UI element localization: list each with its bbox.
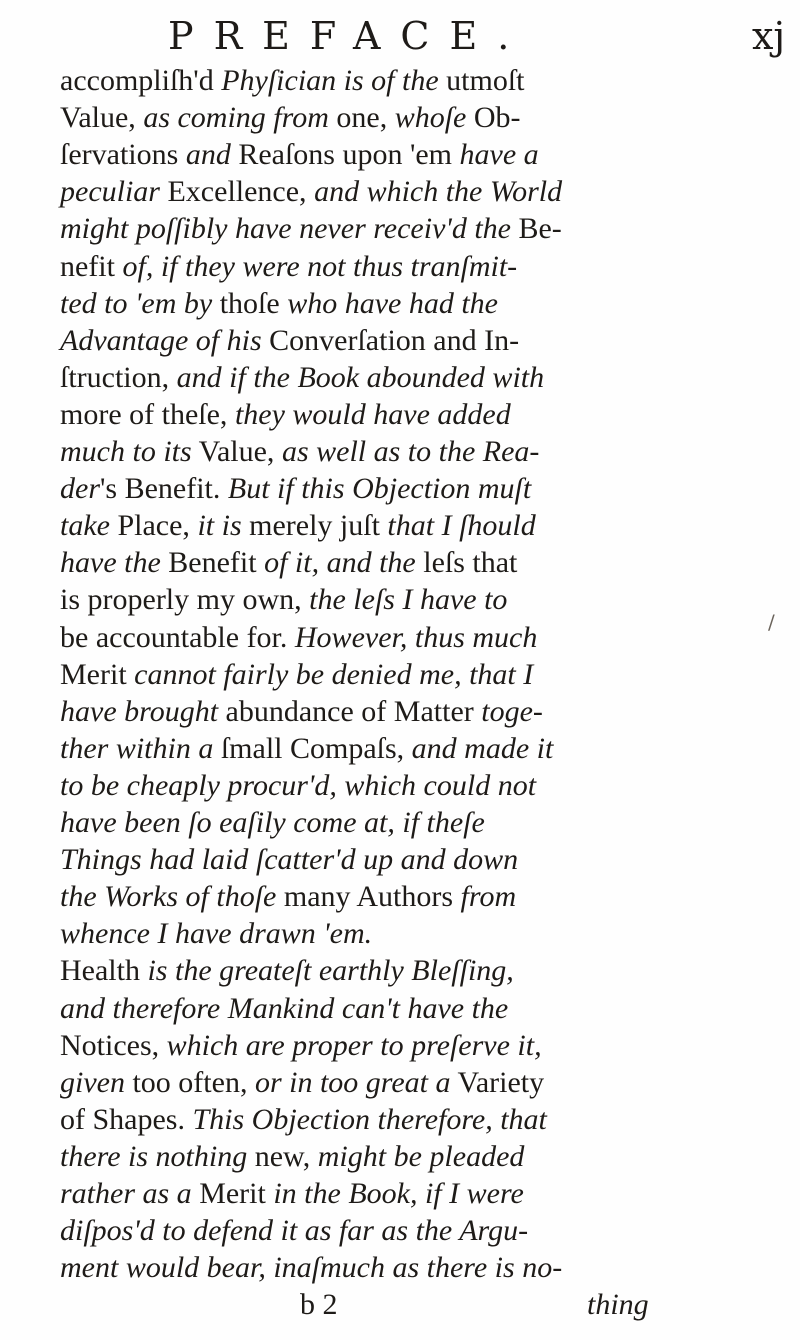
- roman-text: ſervations: [60, 138, 186, 172]
- text-line: [60, 802, 750, 844]
- italic-text: ment would bear, inaſmuch as there is no-: [60, 1251, 563, 1285]
- text-line: [60, 913, 750, 955]
- roman-text: Ob-: [466, 101, 521, 135]
- italic-text: there is nothing: [60, 1139, 248, 1173]
- italic-text: However, thus much: [294, 620, 538, 654]
- text-line: [60, 1136, 750, 1178]
- roman-text: 's Benefit.: [100, 472, 228, 506]
- roman-text: abundance of Matter: [218, 694, 482, 728]
- text-line: [60, 431, 750, 473]
- roman-text: is properly my own,: [60, 583, 310, 617]
- signature-line: [60, 1284, 750, 1326]
- text-line: [60, 357, 750, 399]
- text-line: [60, 839, 750, 881]
- italic-text: which are proper to preſerve it,: [166, 1028, 542, 1062]
- italic-text: from: [460, 880, 517, 914]
- roman-text: thoſe: [212, 286, 288, 320]
- roman-text: Excellence,: [159, 175, 315, 209]
- roman-text: Be-: [510, 212, 562, 246]
- roman-text: Merit: [60, 657, 135, 691]
- roman-text: ſtruction,: [60, 360, 177, 394]
- italic-text: der: [60, 472, 100, 506]
- text-line: [60, 60, 750, 102]
- text-line: [60, 171, 750, 213]
- roman-text: Notices,: [60, 1028, 167, 1062]
- italic-text: and made it: [411, 731, 554, 765]
- italic-text: have brought: [60, 694, 219, 728]
- italic-text: and therefore Mankind can't have the: [60, 991, 509, 1025]
- roman-text: many Authors: [276, 880, 461, 914]
- text-line: [60, 1062, 750, 1104]
- text-line: [60, 728, 750, 770]
- roman-text: more of theſe,: [60, 397, 235, 431]
- italic-text: This Objection therefore, that: [192, 1102, 547, 1136]
- italic-text: have a: [459, 138, 539, 172]
- italic-text: as coming from: [143, 101, 329, 135]
- text-line: [60, 1099, 750, 1141]
- text-line: [60, 765, 750, 807]
- italic-text: ther within a: [60, 731, 214, 765]
- italic-text: is the greateſt earthly Bleſſing,: [147, 954, 514, 988]
- text-line: [60, 505, 750, 547]
- text-line: [60, 579, 750, 621]
- roman-text: Value,: [60, 101, 144, 135]
- roman-text: utmoſt: [438, 64, 525, 97]
- text-line: [60, 246, 750, 288]
- italic-text: Phyſician is of the: [221, 64, 439, 97]
- catchword: thing: [587, 1288, 649, 1322]
- text-line: [60, 654, 750, 696]
- italic-text: might be pleaded: [317, 1139, 525, 1173]
- roman-text: leſs that: [415, 546, 518, 580]
- text-line: [60, 617, 750, 659]
- text-line: [60, 394, 750, 436]
- running-head-title: PREFACE.: [168, 14, 530, 58]
- italic-text: and: [185, 138, 231, 172]
- italic-text: who have had the: [287, 286, 498, 320]
- roman-text: nefit: [60, 249, 123, 283]
- italic-text: of, if they were not thus tranſmit-: [122, 249, 518, 283]
- text-line: [60, 1210, 750, 1252]
- italic-text: given: [60, 1065, 125, 1099]
- italic-text: the leſs I have to: [309, 583, 508, 617]
- italic-text: and if the Book abounded with: [176, 360, 545, 394]
- margin-mark: /: [768, 610, 775, 634]
- text-line: [60, 691, 750, 733]
- roman-text: ſmall Compaſs,: [213, 731, 412, 765]
- italic-text: whence I have drawn 'em.: [60, 917, 373, 951]
- text-line: [60, 1025, 750, 1067]
- signature-mark: b 2: [300, 1288, 338, 1322]
- text-line: [60, 1173, 750, 1215]
- roman-text: Reaſons upon 'em: [230, 138, 460, 172]
- italic-text: might poſſibly have never receiv'd the: [60, 212, 511, 246]
- italic-text: Things had laid ſcatter'd up and down: [60, 843, 519, 877]
- roman-text: Place,: [109, 509, 198, 543]
- italic-text: Advantage of his: [60, 323, 262, 357]
- italic-text: in the Book, if I were: [273, 1177, 524, 1210]
- italic-text: rather as a: [60, 1177, 192, 1210]
- text-line: [60, 988, 750, 1030]
- roman-text: new,: [247, 1139, 318, 1173]
- italic-text: it is: [197, 509, 242, 543]
- text-line: [60, 950, 750, 992]
- text-line: [60, 1247, 750, 1289]
- roman-text: Variety: [450, 1065, 545, 1099]
- roman-text: merely juſt: [241, 509, 388, 543]
- text-line: [60, 876, 750, 918]
- italic-text: toge-: [481, 694, 543, 728]
- roman-text: Benefit: [160, 546, 265, 580]
- roman-text: of Shapes.: [60, 1102, 193, 1136]
- text-line: [60, 134, 750, 176]
- italic-text: as well as to the Rea-: [281, 435, 540, 468]
- text-line: [60, 283, 750, 325]
- italic-text: that I ſhould: [387, 509, 536, 543]
- roman-text: one,: [328, 101, 395, 135]
- page-number: xj: [752, 14, 786, 58]
- roman-text: accompliſh'd: [60, 64, 222, 97]
- roman-text: too often,: [124, 1065, 255, 1099]
- roman-text: Merit: [191, 1177, 274, 1210]
- roman-text: Converſation and In-: [261, 323, 520, 357]
- italic-text: much to its: [60, 435, 192, 468]
- italic-text: or in too great a: [254, 1065, 451, 1099]
- italic-text: have the: [60, 546, 161, 580]
- roman-text: Health: [60, 954, 148, 988]
- italic-text: But if this Objection muſt: [227, 472, 532, 506]
- italic-text: take: [60, 509, 110, 543]
- italic-text: peculiar: [60, 175, 160, 209]
- text-line: [60, 542, 750, 584]
- italic-text: and which the World: [314, 175, 563, 209]
- text-line: [60, 468, 750, 510]
- italic-text: ted to 'em by: [60, 286, 213, 320]
- roman-text: Value,: [191, 435, 282, 468]
- text-line: [60, 320, 750, 362]
- roman-text: be accountable for.: [60, 620, 295, 654]
- italic-text: have been ſo eaſily come at, if theſe: [60, 806, 485, 839]
- italic-text: they would have added: [234, 397, 511, 431]
- italic-text: diſpos'd to defend it as far as the Argu-: [60, 1214, 529, 1248]
- text-line: [60, 97, 750, 139]
- italic-text: of it, and the: [264, 546, 416, 580]
- text-line: [60, 208, 750, 250]
- italic-text: whoſe: [394, 101, 467, 135]
- running-head: [0, 4, 800, 60]
- italic-text: the Works of thoſe: [60, 880, 277, 914]
- italic-text: to be cheaply procur'd, which could not: [60, 768, 537, 802]
- italic-text: cannot fairly be denied me, that I: [134, 657, 534, 691]
